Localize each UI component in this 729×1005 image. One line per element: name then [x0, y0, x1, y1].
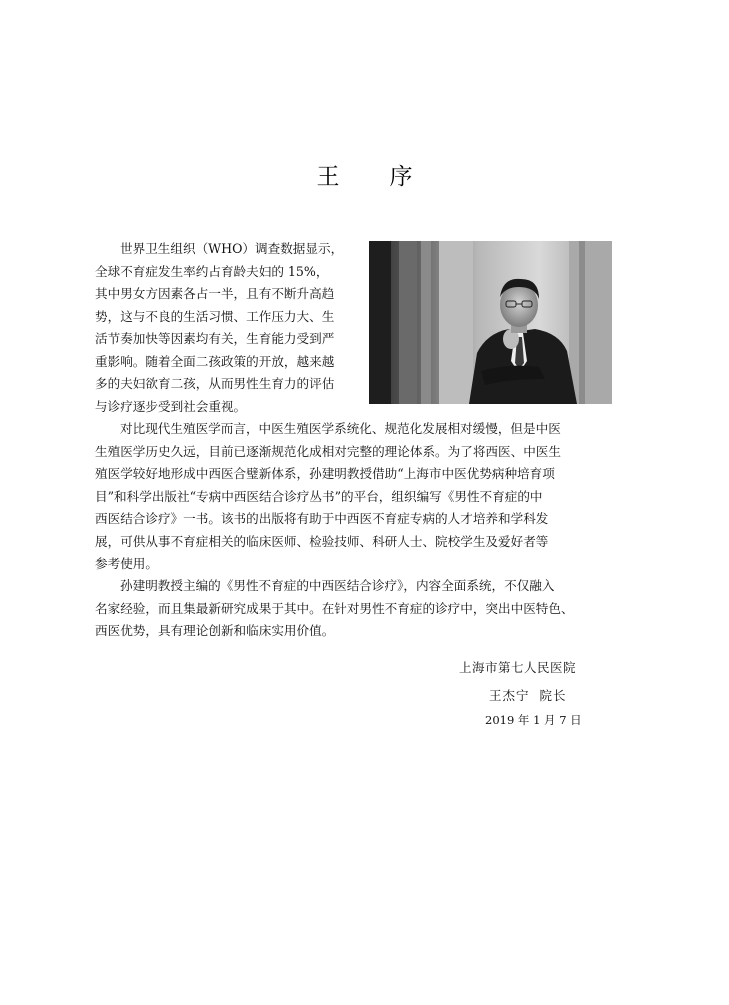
- signature-date: 2019 年 1 月 7 日: [485, 713, 582, 727]
- paragraph-3-line: 名家经验，而且集最新研究成果于其中。在针对男性不育症的诊疗中，突出中医特色、: [95, 600, 574, 616]
- paragraph-1-line: 全球不育症发生率约占育龄夫妇的 15%，: [95, 263, 329, 279]
- paragraph-1-line: 活节奏加快等因素均有关，生育能力受到严: [95, 331, 335, 346]
- paragraph-1-line: 重影响。随着全面二孩政策的开放，越来越: [95, 353, 335, 369]
- paragraph-1: [95, 238, 360, 418]
- paragraph-2-line: 对比现代生殖医学而言，中医生殖医学系统化、规范化发展相对缓慢，但是中医: [120, 421, 561, 436]
- paragraph-2-line: 参考使用。: [95, 556, 158, 571]
- paragraph-2-line: 展，可供从事不育症相关的临床医师、检验技师、科研人士、院校学生及爱好者等: [95, 533, 549, 549]
- paragraph-1-line: 与诊疗逐步受到社会重视。: [95, 398, 247, 414]
- paragraph-1-line: 其中男女方因素各占一半，且有不断升高趋: [95, 286, 335, 301]
- portrait-photo: [369, 241, 612, 404]
- signature-person: 王杰宁 院长: [489, 688, 567, 703]
- title-char-1: 王: [316, 164, 340, 190]
- paragraph-1-line: 势，这与不良的生活习惯、工作压力大、生: [95, 308, 335, 324]
- paragraph-1-line: 多的夫妇欲育二孩，从而男性生育力的评估: [95, 376, 335, 391]
- paragraph-2-line: 西医结合诊疗》一书。该书的出版将有助于中西医不育症专病的人才培养和学科发: [95, 511, 549, 526]
- paragraph-3-line: 西医优势，具有理论创新和临床实用价值。: [95, 623, 335, 638]
- paragraph-1-line: 世界卫生组织（WHO）调查数据显示，: [120, 241, 344, 256]
- paragraph-3: [95, 575, 612, 643]
- signature-organization: 上海市第七人民医院: [459, 660, 577, 675]
- paragraph-3-line: 孙建明教授主编的《男性不育症的中西医结合诊疗》，内容全面系统，不仅融入: [120, 578, 555, 593]
- paragraph-2-line: 殖医学较好地形成中西医合璧新体系，孙建明教授借助“上海市中医优势病种培育项: [95, 466, 555, 481]
- paragraph-2-line: 生殖医学历史久远，目前已逐渐规范化成相对完整的理论体系。为了将西医、中医生: [95, 443, 561, 459]
- title-char-2: 序: [389, 164, 413, 190]
- paragraph-2-line: 目”和科学出版社“专病中西医结合诊疗丛书”的平台，组织编写《男性不育症的中: [95, 488, 543, 504]
- page-title: [0, 158, 729, 191]
- paragraph-2: [95, 418, 612, 576]
